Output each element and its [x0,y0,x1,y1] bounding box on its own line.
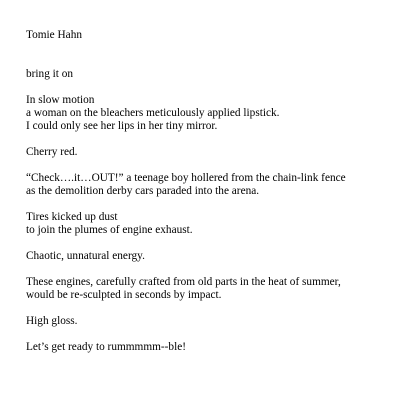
poem-line: I could only see her lips in her tiny mirror. [26,120,218,132]
author-name: Tomie Hahn [26,29,82,41]
poem-line: would be re-sculpted in seconds by impact. [26,289,222,301]
poem-line: In slow motion [26,94,95,106]
stanza-2 [26,146,396,159]
poem-line: Let’s get ready to rummmmm--ble! [26,341,186,353]
stanza-6 [26,276,396,302]
poem-title: bring it on [26,68,74,80]
stanza-4 [26,211,396,237]
poem-line: to join the plumes of engine exhaust. [26,224,193,236]
poem-line: High gloss. [26,315,78,327]
poem-line: “Check….it…OUT!” a teenage boy hollered from the chain-link fence [26,172,346,184]
stanza-7 [26,315,396,328]
stanza-3 [26,172,396,198]
stanza-8 [26,341,396,354]
poem-document [26,29,396,367]
poem-line: as the demolition derby cars paraded into the arena. [26,185,260,197]
stanza-5 [26,250,396,263]
stanza-1 [26,94,396,133]
poem-line: These engines, carefully crafted from old parts in the heat of summer, [26,276,341,288]
poem-line: a woman on the bleachers meticulously applied lipstick. [26,107,280,119]
poem-line: Tires kicked up dust [26,211,118,223]
poem-line: Cherry red. [26,146,78,158]
poem-line: Chaotic, unnatural energy. [26,250,145,262]
